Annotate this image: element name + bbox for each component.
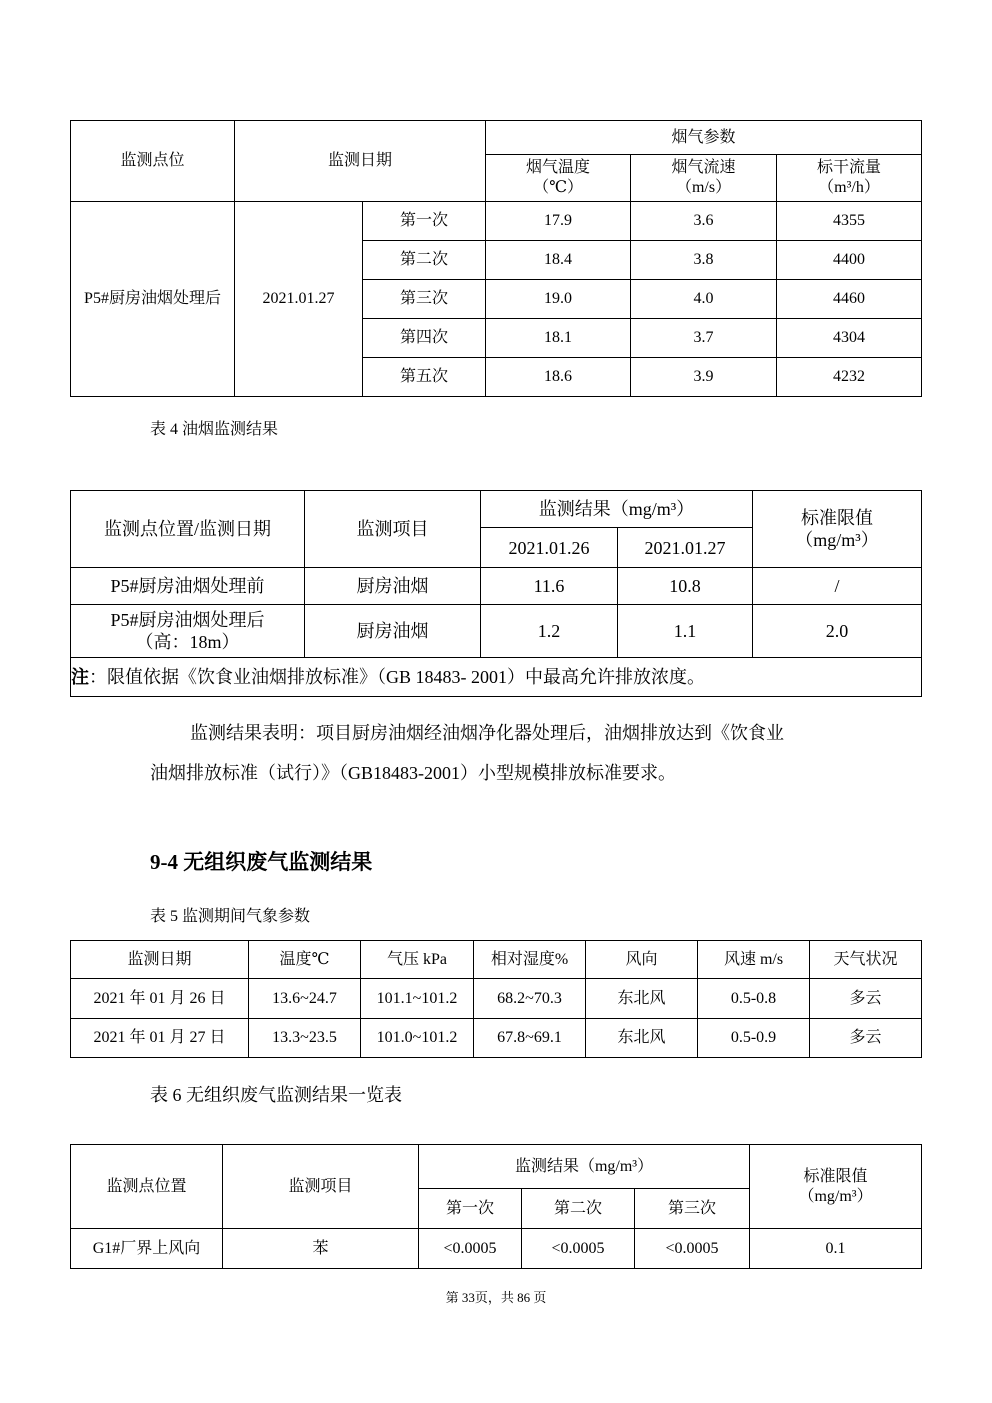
value-cell: 1.1 [618,605,753,658]
header-flue-speed: 烟气流速 （m/s） [631,155,777,202]
row-index: 第五次 [363,358,486,397]
point-cell: P5#厨房油烟处理后 （高：18m） [71,605,305,658]
header-point-date: 监测点位置/监测日期 [71,491,305,568]
page-footer: 第 33页，共 86 页 [445,1290,547,1305]
table-row [71,1229,922,1269]
header-limit: 标准限值 （mg/m³） [750,1145,922,1229]
row-index: 第三次 [363,280,486,319]
conclusion-line-2: 油烟排放标准（试行）》（GB18483-2001）小型规模排放标准要求。 [150,763,676,783]
header-cell: 风速 m/s [698,941,810,979]
header-third: 第三次 [635,1189,750,1229]
item-cell: 厨房油烟 [305,605,481,658]
header-cell: 风向 [586,941,698,979]
table4-caption: 表 4 油烟监测结果 [150,421,279,438]
weather-table [70,940,922,1058]
header-item: 监测项目 [223,1145,419,1229]
temp-value: 18.6 [486,358,631,397]
header-row [71,941,922,979]
temp-cell: 13.6~24.7 [249,979,361,1019]
header-date-2: 2021.01.27 [618,528,753,568]
limit-cell: / [753,568,922,605]
point-cell: G1#厂界上风向 [71,1229,223,1269]
conclusion-line-1: 监测结果表明：项目厨房油烟经油烟净化器处理后，油烟排放达到《饮食业 [190,723,784,743]
header-cell: 温度℃ [249,941,361,979]
row-index: 第四次 [363,319,486,358]
limit-cell: 2.0 [753,605,922,658]
pressure-cell: 101.0~101.2 [361,1019,474,1058]
temp-value: 17.9 [486,202,631,241]
flow-value: 4400 [777,241,922,280]
temp-cell: 13.3~23.5 [249,1019,361,1058]
date-cell: 2021 年 01 月 27 日 [71,1019,249,1058]
value-cell: <0.0005 [419,1229,522,1269]
header-cell: 相对湿度% [474,941,586,979]
speed-value: 3.9 [631,358,777,397]
table5-caption: 表 5 监测期间气象参数 [150,908,311,925]
table6-caption: 表 6 无组织废气监测结果一览表 [150,1085,402,1105]
weather-cell: 多云 [810,1019,922,1058]
header-first: 第一次 [419,1189,522,1229]
point-cell: P5#厨房油烟处理后 [71,202,235,397]
table-row [71,605,922,658]
value-cell: 1.2 [481,605,618,658]
header-result: 监测结果（mg/m³） [481,491,753,528]
wind-speed-cell: 0.5-0.8 [698,979,810,1019]
flow-value: 4304 [777,319,922,358]
limit-cell: 0.1 [750,1229,922,1269]
wind-speed-cell: 0.5-0.9 [698,1019,810,1058]
flow-value: 4355 [777,202,922,241]
header-second: 第二次 [522,1189,635,1229]
fugitive-table [70,1144,922,1269]
wind-direction-cell: 东北风 [586,1019,698,1058]
row-index: 第一次 [363,202,486,241]
item-cell: 苯 [223,1229,419,1269]
speed-value: 3.7 [631,319,777,358]
header-limit: 标准限值 （mg/m³） [753,491,922,568]
header-date-1: 2021.01.26 [481,528,618,568]
value-cell: <0.0005 [522,1229,635,1269]
point-cell: P5#厨房油烟处理前 [71,568,305,605]
speed-value: 4.0 [631,280,777,319]
weather-cell: 多云 [810,979,922,1019]
table-note: 注：限值依据《饮食业油烟排放标准》（GB 18483- 2001）中最高允许排放浓度。 [71,658,922,697]
header-flue-params: 烟气参数 [486,121,922,155]
header-flue-temp: 烟气温度 （℃） [486,155,631,202]
row-index: 第二次 [363,241,486,280]
header-cell: 监测日期 [71,941,249,979]
oil-fume-table [70,490,922,697]
header-point: 监测点位置 [71,1145,223,1229]
flow-value: 4460 [777,280,922,319]
pressure-cell: 101.1~101.2 [361,979,474,1019]
header-result: 监测结果（mg/m³） [419,1145,750,1189]
flue-gas-table [70,120,922,397]
wind-direction-cell: 东北风 [586,979,698,1019]
header-cell: 天气状况 [810,941,922,979]
date-cell: 2021 年 01 月 26 日 [71,979,249,1019]
header-monitoring-point: 监测点位 [71,121,235,202]
temp-value: 19.0 [486,280,631,319]
date-cell: 2021.01.27 [235,202,363,397]
header-monitoring-date: 监测日期 [235,121,486,202]
item-cell: 厨房油烟 [305,568,481,605]
flow-value: 4232 [777,358,922,397]
header-item: 监测项目 [305,491,481,568]
header-cell: 气压 kPa [361,941,474,979]
value-cell: 11.6 [481,568,618,605]
table-row [71,568,922,605]
speed-value: 3.6 [631,202,777,241]
humidity-cell: 67.8~69.1 [474,1019,586,1058]
header-flow: 标干流量 （m³/h） [777,155,922,202]
value-cell: <0.0005 [635,1229,750,1269]
temp-value: 18.1 [486,319,631,358]
table-row [71,202,922,241]
table-row [71,979,922,1019]
humidity-cell: 68.2~70.3 [474,979,586,1019]
temp-value: 18.4 [486,241,631,280]
section-heading: 9-4 无组织废气监测结果 [150,850,373,874]
speed-value: 3.8 [631,241,777,280]
value-cell: 10.8 [618,568,753,605]
table-row [71,1019,922,1058]
